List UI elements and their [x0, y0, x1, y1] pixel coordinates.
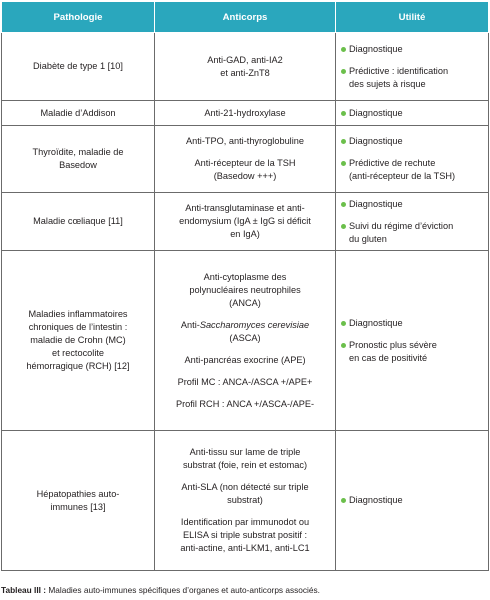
cell-line: Maladies inflammatoires	[28, 309, 128, 319]
table-row	[2, 126, 489, 193]
cell-line: Pronostic plus sévère	[349, 339, 437, 350]
cell-line: (ASCA)	[229, 332, 261, 343]
bullet-dot-icon	[341, 139, 346, 144]
cell-line: Prédictive : identification	[349, 65, 449, 76]
cell-line: des sujets à risque	[349, 78, 426, 89]
bullet-item	[341, 157, 483, 183]
cell-line: substrat (foie, rein et estomac)	[182, 460, 308, 470]
utilite-cell	[336, 193, 489, 251]
column-header-pathologie: Pathologie	[2, 2, 155, 33]
table-row	[2, 33, 489, 101]
bullet-dot-icon	[341, 498, 346, 503]
bullet-item	[341, 198, 483, 211]
cell-line: Maladie d’Addison	[40, 107, 116, 118]
autoimmune-diseases-table	[1, 1, 489, 571]
cell-line: Diagnostique	[349, 495, 403, 505]
cell-line: Diabète de type 1 [10]	[33, 61, 123, 71]
bullet-dot-icon	[341, 321, 346, 326]
bullet-item	[341, 220, 483, 246]
anticorps-cell	[155, 251, 336, 431]
cell-line: (anti-récepteur de la TSH)	[349, 171, 456, 181]
cell-line: chroniques de l’intestin :	[28, 322, 128, 332]
cell-line: Diagnostique	[349, 317, 403, 328]
species-name: Saccharomyces cerevisiae	[199, 319, 310, 330]
table-caption	[1, 585, 489, 596]
column-header-utilite: Utilité	[336, 2, 489, 33]
cell-line: anti-actine, anti-LKM1, anti-LC1	[180, 543, 310, 553]
cell-line: Anti-GAD, anti-IA2	[207, 54, 283, 65]
cell-line	[160, 319, 330, 332]
pathologie-cell	[2, 101, 155, 126]
cell-line: Anti-SLA (non détecté sur triple	[181, 482, 309, 492]
bullet-dot-icon	[341, 224, 346, 229]
pathologie-cell	[2, 251, 155, 431]
utilite-cell	[336, 251, 489, 431]
cell-line: hémorragique (RCH) [12]	[26, 361, 130, 371]
caption-text: Maladies auto-immunes spécifiques d’organes et auto-anticorps associés.	[46, 585, 320, 595]
cell-line: Identification par immunodot ou	[180, 517, 310, 527]
cell-line: Anti-transglutaminase et anti-	[185, 203, 305, 213]
cell-line: Anti-tissu sur lame de triple	[189, 447, 301, 457]
cell-line: Profil MC : ANCA-/ASCA +/APE+	[177, 376, 313, 387]
table-row	[2, 101, 489, 126]
bullet-item	[341, 135, 483, 148]
cell-line: et rectocolite	[51, 348, 105, 358]
bullet-item	[341, 494, 483, 507]
cell-line: maladie de Crohn (MC)	[30, 335, 126, 345]
cell-line: Maladie cœliaque [11]	[33, 216, 123, 226]
table-row	[2, 431, 489, 571]
cell-line: Basedow	[59, 160, 97, 170]
bullet-item	[341, 107, 483, 120]
pathologie-cell	[2, 126, 155, 193]
cell-line: Suivi du régime d’éviction	[349, 220, 454, 231]
cell-line: en cas de positivité	[349, 352, 428, 363]
cell-line: Prédictive de rechute	[349, 158, 436, 168]
cell-line: Anti-récepteur de la TSH	[194, 158, 296, 168]
cell-line: endomysium (IgA ± IgG si déficit	[179, 216, 311, 226]
bullet-item	[341, 317, 483, 330]
cell-line: Anti-pancréas exocrine (APE)	[184, 354, 306, 365]
cell-line: Profil RCH : ANCA +/ASCA-/APE-	[175, 398, 315, 409]
anticorps-cell	[155, 193, 336, 251]
cell-line: ELISA si triple substrat positif :	[182, 530, 308, 540]
cell-line: en IgA)	[230, 229, 260, 239]
pathologie-cell	[2, 193, 155, 251]
pathologie-cell	[2, 33, 155, 101]
caption-label: Tableau III :	[1, 585, 47, 595]
bullet-dot-icon	[341, 343, 346, 348]
bullet-dot-icon	[341, 111, 346, 116]
cell-line: (ANCA)	[229, 297, 261, 308]
cell-line: Diagnostique	[349, 107, 403, 118]
column-header-anticorps: Anticorps	[155, 2, 336, 33]
bullet-item	[341, 43, 483, 56]
bullet-dot-icon	[341, 69, 346, 74]
cell-line: du gluten	[349, 233, 387, 244]
cell-line: Anti-cytoplasme des	[203, 271, 287, 282]
utilite-cell	[336, 101, 489, 126]
pathologie-cell	[2, 431, 155, 571]
cell-line: immunes [13]	[50, 501, 106, 512]
cell-line: Diagnostique	[349, 136, 403, 146]
utilite-cell	[336, 33, 489, 101]
cell-line: Hépatopathies auto-	[36, 488, 120, 499]
cell-line: Diagnostique	[349, 43, 403, 54]
cell-text: Anti-	[180, 319, 200, 330]
anticorps-cell	[155, 33, 336, 101]
cell-line: polynucléaires neutrophiles	[189, 284, 301, 295]
utilite-cell	[336, 126, 489, 193]
table-row	[2, 251, 489, 431]
cell-line: (Basedow +++)	[213, 171, 277, 181]
anticorps-cell	[155, 126, 336, 193]
bullet-item	[341, 65, 483, 91]
cell-line: Diagnostique	[349, 198, 403, 209]
cell-line: Anti-21-hydroxylase	[204, 107, 286, 118]
bullet-dot-icon	[341, 47, 346, 52]
anticorps-cell	[155, 431, 336, 571]
cell-line: Anti-TPO, anti-thyroglobuline	[186, 136, 304, 146]
bullet-item	[341, 339, 483, 365]
bullet-dot-icon	[341, 161, 346, 166]
cell-line: Thyroïdite, maladie de	[32, 147, 124, 157]
cell-line: substrat)	[227, 495, 263, 505]
utilite-cell	[336, 431, 489, 571]
cell-line: et anti-ZnT8	[220, 67, 270, 78]
table-row	[2, 193, 489, 251]
table-header-row	[2, 2, 489, 33]
anticorps-cell	[155, 101, 336, 126]
bullet-dot-icon	[341, 202, 346, 207]
